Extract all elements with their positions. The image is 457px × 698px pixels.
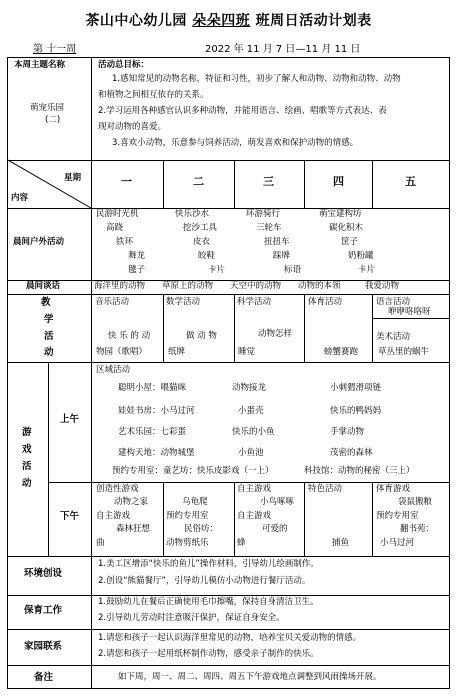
pm-tue: 民俗坊： (184, 524, 219, 534)
region-item: 聪明小屋：喂猫咪 (118, 383, 187, 393)
row-divider (8, 629, 449, 630)
am-label: 上午 (60, 414, 80, 425)
outdoor-item: 快乐沙水 (175, 209, 210, 219)
pm-fri: 袋鼠搬粮 (398, 497, 433, 507)
talk-item: 天空中的动物 (230, 281, 282, 291)
math-title: 数学活动 (166, 297, 201, 307)
theme-label: 本周主题名称 (14, 60, 66, 70)
pm-tue: 动物剪纸乐 (166, 538, 209, 548)
outdoor-label: 晨间户外活动 (13, 237, 65, 247)
outdoor-item: 卡片 (208, 265, 226, 275)
outdoor-item: 卡片 (358, 265, 376, 275)
outdoor-item: 奶粉罐 (348, 251, 374, 261)
outdoor-item: 铁环 (116, 237, 134, 247)
special-room: 科技馆：动物的秘密（三上） (304, 466, 415, 476)
notes-label: 备注 (34, 672, 54, 683)
region-item: 小刺猬滑项链 (330, 383, 382, 393)
class-name: 朵朵四班 (192, 13, 251, 29)
row-divider (8, 556, 449, 557)
goal-line: 3.喜欢小动物，乐意参与饲养活动，萌发喜欢和保护动物的情感。 (112, 138, 359, 148)
pm-wed: 蜂 (237, 538, 246, 548)
family-line: 2.请您和孩子一起用纸杯制作动物，感受亲子制作的快乐。 (98, 649, 319, 659)
environment-line: 2.创设“熊猫餐厅”，引导幼儿模仿小动物进行餐厅活动。 (98, 576, 311, 586)
pm-mon: 创造性游戏 (96, 484, 139, 494)
page-title: 茶山中心幼儿园 朵朵四班 班周日活动计划表 (85, 13, 372, 29)
pm-fri: 小马过河 (380, 538, 415, 548)
care-line: 2.引导幼儿劳动时注意吸汗保护，保证自身安全。 (98, 613, 285, 623)
pm-wed: 自主游戏 (237, 484, 272, 494)
notes-text: 如下周，周一、周二、周四、周五下午游戏地点调整到风雨操场开展。 (118, 672, 382, 682)
row-divider (8, 595, 449, 596)
teaching-label: 教 (41, 297, 51, 308)
plan-table (7, 57, 450, 689)
pm-fri: 翻书苑： (400, 524, 435, 534)
pm-label: 下午 (60, 511, 80, 522)
science-body: 动物怎样 (258, 329, 293, 339)
row-divider (8, 362, 449, 363)
region-item: 动物接龙 (232, 383, 267, 393)
pm-tue: 预约专用室 (166, 511, 209, 521)
col-divider (372, 482, 373, 556)
col-divider (163, 160, 164, 208)
language-title: 语言活动 (376, 297, 411, 307)
talk-item: 草原上的动物 (162, 281, 214, 291)
outdoor-item: 扭扭车 (264, 237, 290, 247)
pm-mon: 森林狂想 (116, 524, 151, 534)
outdoor-item: 皎鞋 (198, 251, 216, 261)
day-wednesday: 三 (263, 175, 274, 188)
week-info (0, 40, 457, 54)
outdoor-item: 踩牌 (273, 251, 291, 261)
day-monday: 一 (121, 175, 132, 188)
math-body: 做 动 物 (186, 331, 217, 341)
col-divider (48, 362, 49, 556)
art-title: 美术活动 (376, 332, 411, 342)
pm-wed: 可爱的 (262, 524, 288, 534)
region-item: 娃娃书房：小马过河 (118, 406, 195, 416)
pm-tue: 乌龟爬 (182, 497, 208, 507)
pe-body: 螃蟹赛跑 (324, 347, 359, 357)
language-body: 咿咿咯咯呀 (388, 307, 431, 317)
music-body: 物园（歌唱） (96, 347, 148, 357)
day-friday: 五 (405, 175, 416, 188)
weekday-label: 星期 (64, 173, 82, 183)
games-label: 戏 (22, 444, 32, 455)
col-divider (372, 160, 373, 208)
region-item: 艺术乐园：七彩蛋 (118, 427, 187, 437)
music-body: 快 乐 的 动 (108, 331, 151, 341)
outdoor-item: 皮衣 (193, 237, 211, 247)
col-divider (234, 482, 235, 556)
pm-wed: 小鸟啄啄 (260, 497, 295, 507)
pm-thu: 捕鱼 (332, 538, 350, 548)
row-divider (8, 208, 449, 209)
region-item: 手掌动物 (330, 427, 365, 437)
goal-label: 活动总目标： (98, 60, 150, 70)
family-line: 1.请您和孩子一起认识海洋里常见的动物，培养宝贝关爱动物的情感。 (98, 633, 362, 643)
goal-line: 1.感知常见的动物名称，特征和习性，初步了解人和动物、动物和动物、动物 (112, 74, 401, 84)
outdoor-item: 毽子 (128, 265, 146, 275)
care-line: 1.鼓励幼儿在餐后正确使用毛巾擦嘴，保持自身清洁卫生。 (98, 597, 319, 607)
region-item: 小蛋壳 (238, 406, 264, 416)
science-body: 睡觉 (238, 347, 256, 357)
music-title: 音乐活动 (95, 297, 130, 307)
region-item: 建构天地：动物城堡 (118, 448, 195, 458)
outdoor-item: 挖沙工具 (183, 223, 218, 233)
outdoor-item: 筐子 (341, 237, 359, 247)
talk-label: 晨间谈话 (26, 281, 61, 291)
header-diagonal (8, 58, 92, 208)
pm-fri: 预约专用室 (376, 511, 419, 521)
art-body: 草丛里的蜗牛 (378, 347, 430, 357)
day-tuesday: 二 (193, 175, 204, 188)
teaching-label: 动 (44, 347, 54, 358)
outdoor-item: 高跷 (106, 223, 124, 233)
teaching-label: 活 (44, 331, 54, 342)
family-label: 家园联系 (24, 641, 63, 652)
pm-mon: 自主游戏 (96, 511, 131, 521)
region-item: 茂密的森林 (330, 448, 373, 458)
outdoor-item: 萌宝建构坊 (319, 209, 362, 219)
theme-name: 萌宠乐园 (30, 103, 65, 113)
games-label: 动 (22, 478, 32, 489)
teaching-label: 学 (44, 314, 54, 325)
col-divider (304, 482, 305, 556)
environment-line: 1.美工区增添“快乐的鱼儿”操作材料，引导幼儿绘画制作。 (98, 559, 319, 569)
goal-line: 和植物之间相互依存的关系。 (98, 90, 209, 100)
col-divider (304, 294, 305, 362)
games-label: 游 (22, 427, 32, 438)
col-divider (372, 294, 373, 362)
day-thursday: 四 (333, 175, 344, 188)
region-item: 快乐的鸭妈妈 (330, 406, 382, 416)
outdoor-item: 舞龙 (128, 251, 146, 261)
goal-line: 2.学习运用各种感官认识多种动物，并能用语言、绘画、唱歌等方式表达、表 (98, 106, 387, 116)
theme-number: (二) (45, 115, 61, 125)
col-divider (163, 482, 164, 556)
outdoor-item: 三轮车 (256, 223, 282, 233)
pm-thu: 特色活动 (308, 484, 343, 494)
col-divider (304, 160, 305, 208)
region-item: 快乐的小鱼 (232, 427, 275, 437)
row-divider (8, 294, 449, 295)
col-divider (163, 294, 164, 362)
talk-item: 动物的本领 (298, 281, 341, 291)
care-label: 保育工作 (24, 605, 63, 616)
games-label: 活 (22, 461, 32, 472)
region-title: 区域活动 (96, 365, 131, 375)
row-divider (48, 482, 449, 483)
science-title: 科学活动 (237, 297, 272, 307)
environment-label: 环境创设 (24, 568, 63, 579)
goal-line: 现对动物的喜爱。 (98, 122, 167, 132)
pm-mon: 动物之家 (114, 497, 149, 507)
pe-title: 体育活动 (308, 297, 343, 307)
math-body: 纸牌 (168, 347, 186, 357)
week-number: 第 十一周 (33, 44, 77, 55)
pm-fri: 体育游戏 (376, 484, 411, 494)
outdoor-item: 碳化积木 (329, 223, 364, 233)
outdoor-item: 标语 (284, 265, 302, 275)
special-room: 预约专用室：童艺坊：快乐皮影戏（一上） (112, 466, 274, 476)
outdoor-item: 环游骑行 (246, 209, 281, 219)
pm-wed: 自主游戏 (237, 511, 272, 521)
row-divider (8, 665, 449, 666)
row-divider (372, 318, 449, 319)
content-label: 内容 (11, 193, 29, 203)
talk-item: 我爱动物 (365, 281, 400, 291)
outdoor-item: 民游时光机 (96, 209, 139, 219)
region-item: 小鱼池 (238, 448, 264, 458)
pm-mon: 曲 (96, 538, 105, 548)
date-range: 2022 年 11 月 7 日—11 月 11 日 (205, 44, 361, 55)
col-divider (234, 160, 235, 208)
talk-item: 海洋里的动物 (94, 281, 146, 291)
col-divider (234, 294, 235, 362)
